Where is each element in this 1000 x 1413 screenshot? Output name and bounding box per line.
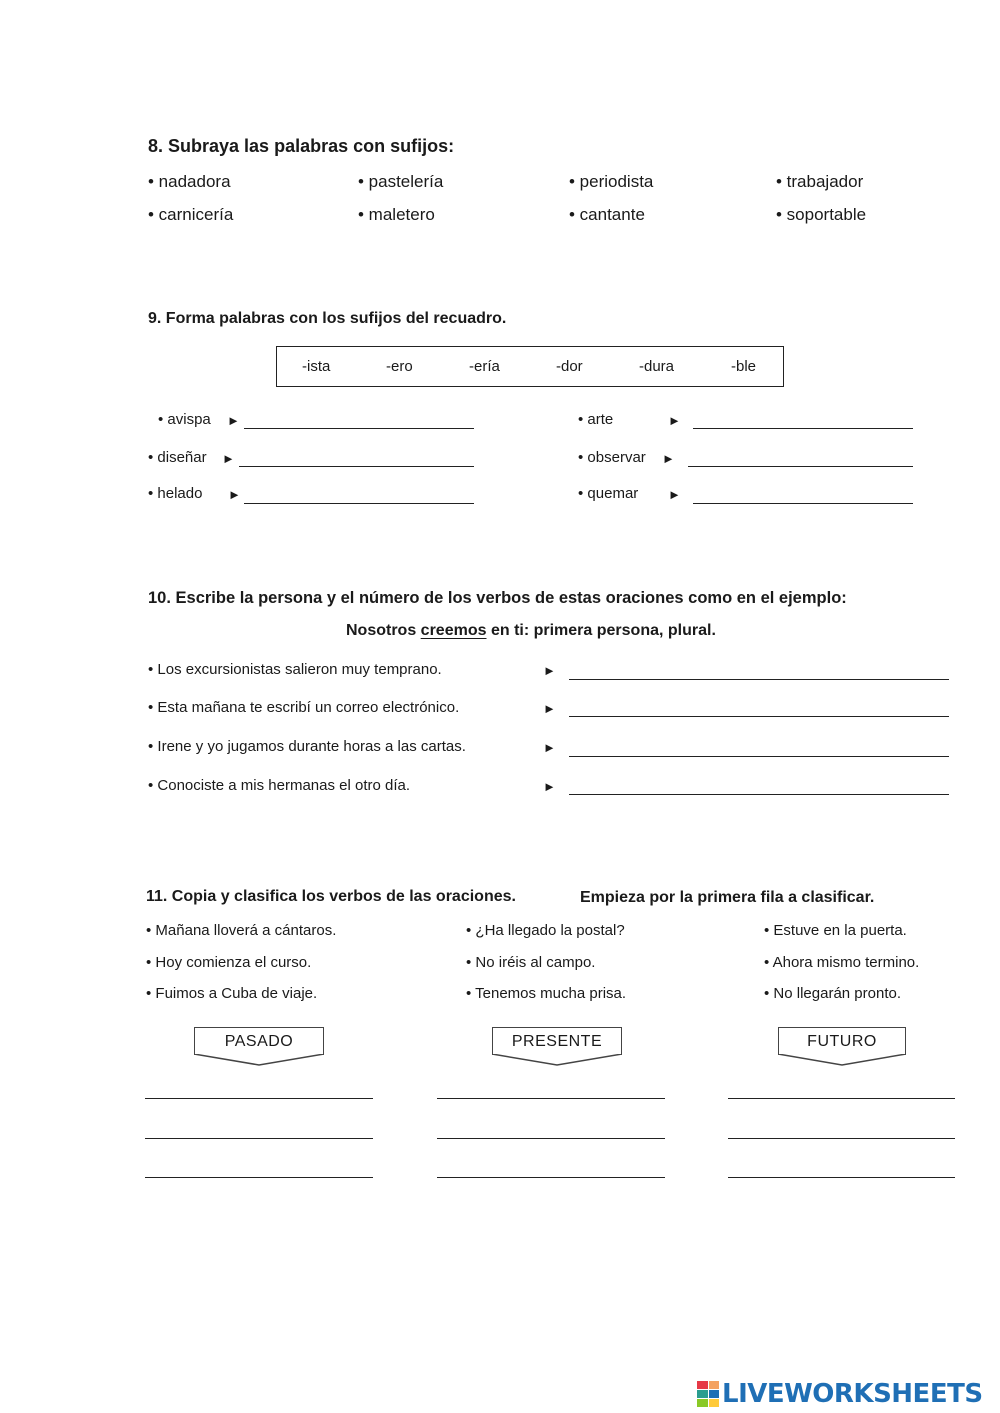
ex11-sentence-2-1: • ¿Ha llegado la postal? (466, 922, 625, 939)
suffix-box (276, 346, 784, 387)
ex8-word-carniceria[interactable]: • carnicería (148, 205, 234, 224)
logo-block (709, 1399, 720, 1407)
ex11-sentence-1-1: • Mañana lloverá a cántaros. (146, 922, 337, 939)
ex10-example (346, 622, 716, 640)
ex11-sentence-3-3: • No llegarán pronto. (764, 985, 901, 1002)
answer-line-quemar[interactable] (693, 503, 913, 504)
suffix-ero: -ero (386, 358, 413, 375)
arrow-icon: ► (662, 451, 675, 466)
ex10-sentence-2: • Esta mañana te escribí un correo electrónico. (148, 699, 460, 716)
ex11-sentence-3-2: • Ahora mismo termino. (764, 954, 920, 971)
answer-line-presente-3[interactable] (437, 1177, 665, 1178)
arrow-icon: ► (228, 487, 241, 502)
tag-presente: PRESENTE (492, 1027, 622, 1055)
ex8-word-cantante[interactable]: • cantante (569, 205, 645, 224)
ex9-word-helado: • helado (148, 485, 203, 502)
arrow-icon: ► (668, 487, 681, 502)
logo-block (709, 1390, 720, 1398)
ex11-sentence-1-3: • Fuimos a Cuba de viaje. (146, 985, 318, 1002)
ex10-sentence-1: • Los excursionistas salieron muy temprano. (148, 661, 442, 678)
tag-futuro-point (778, 1054, 906, 1066)
example-verb: creemos (420, 622, 487, 639)
suffix-ble: -ble (731, 358, 757, 375)
arrow-icon: ► (543, 740, 556, 755)
answer-line-pasado-3[interactable] (145, 1177, 373, 1178)
arrow-icon: ► (668, 413, 681, 428)
logo-block (697, 1390, 708, 1398)
ex9-word-arte: • arte (578, 411, 614, 428)
ex9-title: 9. Forma palabras con los sufijos del recuadro. (148, 310, 507, 327)
answer-line-sentence-4[interactable] (569, 794, 949, 795)
ex11-subtitle: Empieza por la primera fila a clasificar. (580, 889, 875, 906)
arrow-icon: ► (227, 413, 240, 428)
answer-line-sentence-3[interactable] (569, 756, 949, 757)
answer-line-futuro-2[interactable] (728, 1138, 955, 1139)
answer-line-futuro-3[interactable] (728, 1177, 955, 1178)
ex11-sentence-1-2: • Hoy comienza el curso. (146, 954, 312, 971)
answer-line-presente-1[interactable] (437, 1098, 665, 1099)
logo-block (709, 1381, 720, 1389)
answer-line-futuro-1[interactable] (728, 1098, 955, 1099)
ex10-title: 10. Escribe la persona y el número de los verbos de estas oraciones como en el ejemplo: (148, 589, 847, 607)
tag-presente-point (492, 1054, 622, 1066)
tag-pasado-point (194, 1054, 324, 1066)
liveworksheets-logo-icon (697, 1381, 719, 1407)
answer-line-helado[interactable] (244, 503, 474, 504)
arrow-icon: ► (543, 779, 556, 794)
suffix-eria: -ería (469, 358, 500, 375)
ex8-word-periodista[interactable]: • periodista (569, 172, 654, 191)
answer-line-disenar[interactable] (239, 466, 474, 467)
answer-line-pasado-1[interactable] (145, 1098, 373, 1099)
suffix-ista: -ista (302, 358, 331, 375)
ex8-word-soportable[interactable]: • soportable (776, 205, 867, 224)
answer-line-presente-2[interactable] (437, 1138, 665, 1139)
suffix-dor: -dor (556, 358, 583, 375)
ex11-sentence-3-1: • Estuve en la puerta. (764, 922, 907, 939)
tag-futuro: FUTURO (778, 1027, 906, 1055)
answer-line-avispa[interactable] (244, 428, 474, 429)
ex9-word-quemar: • quemar (578, 485, 639, 502)
example-text-end: en ti: primera persona, plural. (486, 622, 716, 639)
arrow-icon: ► (222, 451, 235, 466)
example-text-start: Nosotros (346, 622, 421, 639)
ex9-word-disenar: • diseñar (148, 449, 207, 466)
answer-line-arte[interactable] (693, 428, 913, 429)
answer-line-sentence-2[interactable] (569, 716, 949, 717)
ex11-sentence-2-2: • No iréis al campo. (466, 954, 596, 971)
answer-line-sentence-1[interactable] (569, 679, 949, 680)
ex11-sentence-2-3: • Tenemos mucha prisa. (466, 985, 627, 1002)
ex8-word-maletero[interactable]: • maletero (358, 205, 435, 224)
ex8-title: 8. Subraya las palabras con sufijos: (148, 136, 455, 156)
answer-line-pasado-2[interactable] (145, 1138, 373, 1139)
arrow-icon: ► (543, 663, 556, 678)
ex8-word-nadadora[interactable]: • nadadora (148, 172, 231, 191)
ex8-word-trabajador[interactable]: • trabajador (776, 172, 864, 191)
ex8-word-pasteleria[interactable]: • pastelería (358, 172, 444, 191)
answer-line-observar[interactable] (688, 466, 913, 467)
ex10-sentence-3: • Irene y yo jugamos durante horas a las cartas. (148, 738, 466, 755)
logo-block (697, 1399, 708, 1407)
tag-pasado: PASADO (194, 1027, 324, 1055)
liveworksheets-logo (697, 1379, 983, 1409)
arrow-icon: ► (543, 701, 556, 716)
logo-block (697, 1381, 708, 1389)
liveworksheets-logo-text: LIVEWORKSHEETS (722, 1379, 983, 1409)
ex11-title: 11. Copia y clasifica los verbos de las oraciones. (146, 888, 516, 905)
ex9-word-observar: • observar (578, 449, 646, 466)
suffix-dura: -dura (639, 358, 675, 375)
ex10-sentence-4: • Conociste a mis hermanas el otro día. (148, 777, 411, 794)
ex9-word-avispa: • avispa (158, 411, 211, 428)
